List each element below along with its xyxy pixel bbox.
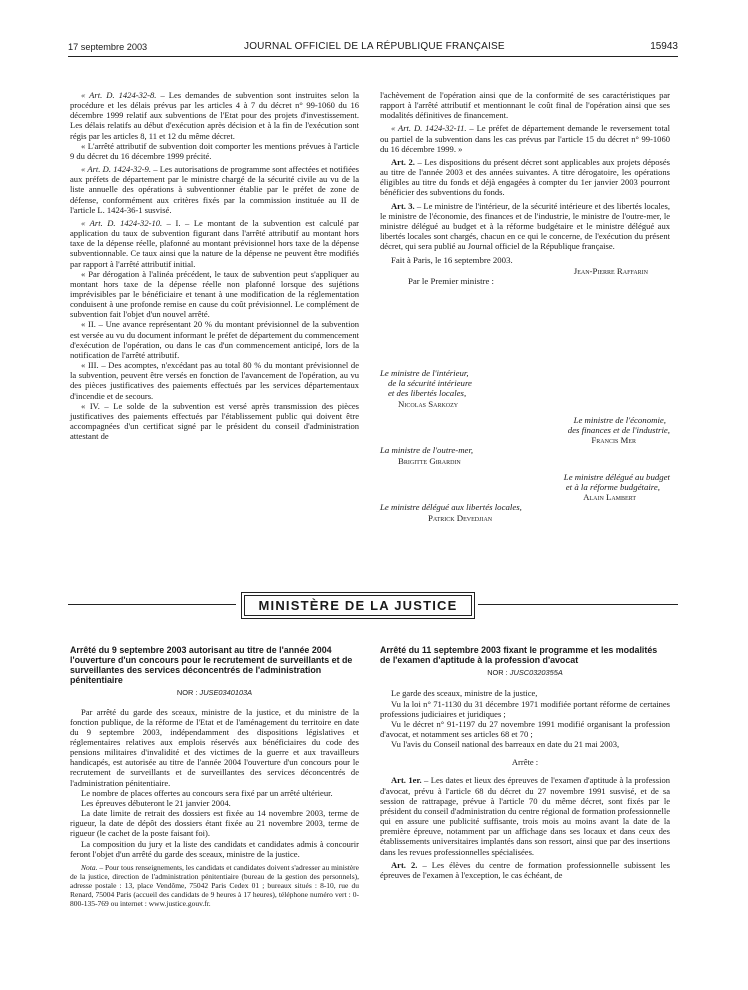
signatory-title: Le ministre délégué au budget et à la réforme budgétaire, (563, 471, 670, 493)
banner-rule-left (68, 604, 236, 605)
nor-code: JUSC0320355A (509, 668, 563, 678)
paragraph: Par arrêté du garde des sceaux, ministre de la justice, et du ministre de la fonction publique, de la réforme de l'Etat et de l'aménagement du territoire en date du 9 septembre 2003, indépendamment des dispositions législatives et réglementaires relatives aux emplois réservés aux bénéficiaires du code des pensions militaires d'invalidité et des victimes de la guerre et aux travailleurs handicapés, est autorisée au titre de l'année 2004 l'ouverture d'un concours pour le recrutement de surveillants et de surveillantes des services déconcentrés de l'administration pénitentiaire. (70, 706, 359, 788)
paragraph: La date limite de retrait des dossiers est fixée au 14 novembre 2003, terme de rigueur, la date de dépôt des dossiers étant fixée au 21 novembre 2003, terme de rigueur (le cachet de la poste faisant foi). (70, 808, 359, 839)
ministry-banner (241, 592, 475, 619)
paragraph: Art. 3. – Le ministre de l'intérieur, de la sécurité intérieure et des libertés locales, le ministre de l'économie, des finances et de l'industrie, le ministre de l'outre-mer, le ministre délégué au budget et à la réforme budgétaire et le ministre délégué aux libertés locales sont chargés, chacun en ce qui le concerne, de l'exécution du présent décret, qui sera publié au Journal officiel de la République française. (380, 200, 670, 252)
paragraph: « IV. – Le solde de la subvention est versé après transmission des pièces justificatives des paiements effectués par l'établissement public qui doivent être accompagnées d'un certificat signé par le président du conseil d'administration attestant de (70, 400, 359, 442)
paragraph: Vu la loi n° 71-1130 du 31 décembre 1971 modifiée portant réforme de certaines professions judiciaires et juridiques ; (380, 698, 670, 719)
paragraph: Art. 2. – Les dispositions du présent décret sont applicables aux projets déposés au titre de l'année 2003 et des années suivantes. A titre dérogatoire, les opérations éligibles au titre du fonds et déjà engagées à compter du 1er janvier 2003 pourront bénéficier des subventions du fonds. (380, 156, 670, 198)
ministry-banner-title: MINISTÈRE DE LA JUSTICE (244, 595, 472, 616)
signature-block (380, 255, 670, 286)
paragraph: « II. – Une avance représentant 20 % du montant prévisionnel de la subvention est versée au vu du document informant le préfet de département du commencement d'exécution de l'opération, ou dans le cas d'un commencement anticipé, lors de la notification de l'arrêté attributif. (70, 319, 359, 360)
paragraph: « Art. D. 1424-32-9. – Les autorisations de programme sont affectées et notifiées aux préfets de département par le ministre chargé de la sécurité civile au vu de la liste annuelle des opérations à subventionner établie par le préfet de zone de défense, conformément aux critères fixés par la commission instituée au II de l'article L. 1424-36-1 susvisé. (70, 164, 359, 215)
banner-rule-right (478, 604, 678, 605)
decree-title: Arrêté du 9 septembre 2003 autorisant au titre de l'année 2004 l'ouverture d'un concours pour le recrutement de surveillants et de surveillantes des services déconcentrés de l'administration pénitentiaire (70, 645, 353, 686)
signatory-title: Le ministre de l'intérieur, de la sécurité intérieure et des libertés locales, (380, 368, 472, 399)
signatory-title: Le ministre délégué aux libertés locales, (380, 502, 522, 513)
paragraph: Le garde des sceaux, ministre de la justice, (391, 688, 538, 699)
signatory-name: Jean-Pierre Raffarin (573, 265, 648, 276)
lower-left-column (70, 645, 359, 908)
paragraph: « Par dérogation à l'alinéa précédent, le taux de subvention peut s'appliquer au montant hors taxe de la dépense réelle non plafonné lorsque des sujétions imprévisibles par le bénéficiaire et tenant à une modification de la réglementation conduisent à une profonde remise en cause du coût prévisionnel. Le complément de subvention fait l'objet d'un nouvel arrêté. (70, 268, 359, 320)
nor-code: JUSE0340103A (199, 688, 253, 698)
paragraph: « Art. D. 1424-32-11. – Le préfet de département demande le reversement total ou partiel de la subvention dans les cas prévus par l'article 15 du décret n° 99-1060 du 16 décembre 1999. » (380, 123, 670, 154)
arrete-heading: Arrête : (511, 757, 539, 768)
header-date: 17 septembre 2003 (68, 42, 148, 52)
paragraph: « L'arrêté attributif de subvention doit comporter les mentions prévues à l'article 9 du décret du 16 décembre 1999 précité. (70, 140, 359, 161)
paragraph: « Art. D. 1424-32-8. – Les demandes de subvention sont instruites selon la procédure et les délais prévus par les articles 4 à 7 du décret n° 99-1060 du 16 décembre 1999 relatif aux subventions de l'Etat pour des projets d'investissement. Les délais relatifs au début d'exécution après décision et à la fin de l'exécution sont régis par les articles 8, 11 et 12 du même décret. (70, 90, 360, 141)
signatory-intro: Par le Premier ministre : (408, 275, 494, 286)
header-title: JOURNAL OFFICIEL DE LA RÉPUBLIQUE FRANÇAISE (244, 41, 505, 52)
paragraph: Vu le décret n° 91-1197 du 27 novembre 1991 modifié organisant la profession d'avocat, et notamment ses articles 68 et 70 ; (380, 718, 670, 739)
paragraph: Le nombre de places offertes au concours sera fixé par un arrêté ultérieur. (81, 787, 333, 798)
decree-title: Arrêté du 11 septembre 2003 fixant le programme et les modalités de l'examen d'aptitude à la profession d'avocat (380, 645, 658, 666)
paragraph: « III. – Des acomptes, n'excédant pas au total 80 % du montant prévisionnel de la subvention, peuvent être versés en fonction de l'avancement de l'opération, au vu des pièces justificatives des paiements effectués par les services départementaux d'incendie et de secours. (70, 360, 359, 401)
nor-reference: NOR : JUSC0320355A (487, 668, 563, 678)
signatures-area (380, 368, 670, 523)
paragraph: Les épreuves débuteront le 21 janvier 2004. (81, 797, 231, 808)
signatory-title: La ministre de l'outre-mer, (380, 445, 474, 456)
place-date: Fait à Paris, le 16 septembre 2003. (391, 255, 513, 266)
signatory-name: Patrick Devedjian (428, 512, 493, 523)
signatory-name: Francis Mer (591, 435, 636, 446)
nota-label: Nota. (81, 862, 98, 872)
upper-right-column (380, 90, 670, 286)
signatory-name: Brigitte Girardin (398, 455, 461, 466)
nota-note: Nota. – Pour tous renseignements, les candidats et candidates doivent s'adresser au ministère de la justice, direction de l'administration pénitentiaire (bureau de la gestion des personnels), adresse postale : 13, place Vendôme, 75042 Paris Cedex 01 ; bureaux situés : 8-10, rue du Renard, 75004 Paris (accueil des candidats de 9 heures à 17 heures), téléphone numéro vert : 0-800-135-769 ou internet : www.justice.gouv.fr. (70, 862, 359, 908)
signatory-name: Nicolas Sarkozy (398, 398, 459, 409)
page-number: 15943 (650, 41, 678, 52)
page-header (68, 40, 678, 57)
nor-reference: NOR : JUSE0340103A (176, 688, 253, 698)
article-label: Art. 1er. (391, 775, 422, 786)
paragraph: Vu l'avis du Conseil national des barreaux en date du 21 mai 2003, (391, 739, 620, 750)
paragraph: La composition du jury et la liste des candidats et candidates admis à concourir feront l'objet d'un arrêté du garde des sceaux, ministre de la justice. (70, 838, 359, 859)
article-label: Art. 2. (391, 859, 418, 870)
lower-right-column (380, 645, 670, 880)
paragraph: « Art. D. 1424-32-10. – I. – Le montant de la subvention est calculé par application du taux de subvention figurant dans l'arrêté attributif au montant hors taxe de la dépense réelle, plafonné au montant prévisionnel hors taxe de la dépense subventionnable. Ce taux ainsi que la nature de la dépense ne peuvent être modifiés par rapport à l'arrêté attributif initial. (70, 217, 359, 269)
signatory-title: Le ministre de l'économie, des finances et de l'industrie, (567, 414, 670, 436)
paragraph: Art. 2. – Les élèves du centre de formation professionnelle subissent les épreuves de l'examen à l'exception, le cas échéant, de (380, 859, 670, 880)
signatory-name: Alain Lambert (583, 492, 636, 503)
paragraph: Art. 1er. – Les dates et lieux des épreuves de l'examen d'aptitude à la profession d'avocat, prévu à l'article 68 du décret du 27 novembre 1991 susvisé, et de sa session de rattrapage, prévue à l'article 70 du même décret, sont fixés par le président du conseil d'administration du centre régional de formation professionnelle qui en assure une publicité suffisante, trois mois au moins avant la date de la première épreuve, notamment par un affichage dans ses locaux et dans ceux des établissements universitaires implantés dans son ressort, ainsi que par des insertions dans les revues professionnelles spécialisées. (380, 775, 670, 857)
paragraph: l'achèvement de l'opération ainsi que de la conformité de ses caractéristiques par rapport à l'arrêté attributif et mentionnant le coût final de l'opération ainsi que ses modalités définitives de financement. (380, 90, 670, 121)
upper-left-column (70, 90, 359, 441)
